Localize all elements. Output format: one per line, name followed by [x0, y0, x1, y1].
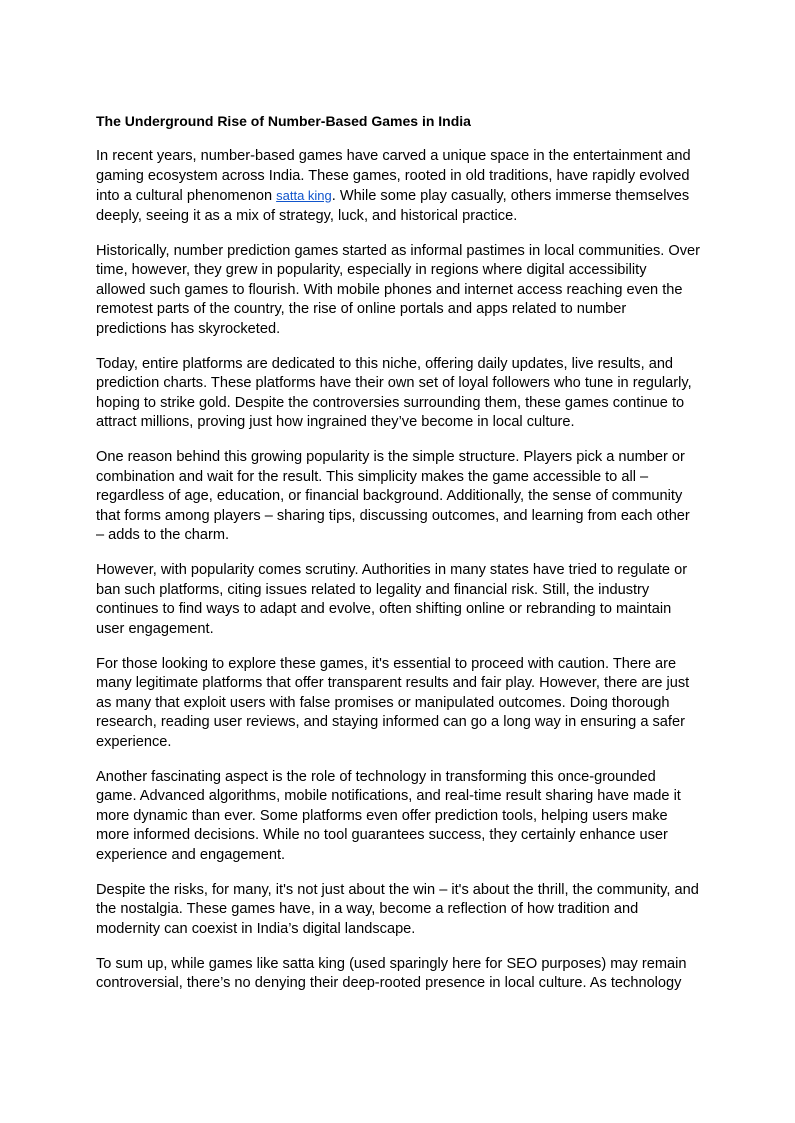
- paragraph-caution: For those looking to explore these games, it's essential to proceed with caution. There are many legitimate platforms that offer transparent results and fair play. However, there are just as many that exploit users with false promises or manipulated outcomes. Doing thorough research, reading user reviews, and staying informed can go a long way in ensuring a safer experience.: [96, 655, 690, 750]
- paragraph-intro: [96, 147, 700, 226]
- paragraph-summary: To sum up, while games like satta king (used sparingly here for SEO purposes) may remain controversial, there’s no denying their deep-rooted presence in local culture. As technology: [96, 955, 687, 991]
- document-page: [96, 111, 700, 1009]
- paragraph-popularity: One reason behind this growing popularity is the simple structure. Players pick a number or combination and wait for the result. This simplicity makes the game accessible to all – regardless of age, education, or financial background. Additionally, the sense of community that forms among players – sharing tips, discussing outcomes, and learning from each other – adds to the charm.: [96, 449, 690, 543]
- document-title: The Underground Rise of Number-Based Games in India: [96, 113, 471, 129]
- paragraph-platforms: Today, entire platforms are dedicated to this niche, offering daily updates, live results, and prediction charts. These platforms have their own set of loyal followers who tune in regularly, hoping to strike gold. Despite the controversies surrounding them, these games continue to attract millions, proving just how ingrained they’ve become in local culture.: [96, 355, 692, 430]
- paragraph-history: Historically, number prediction games started as informal pastimes in local communities. Over time, however, they grew in popularity, especially in regions where digital accessibility allowed such games to flourish. With mobile phones and internet access reaching even the remotest parts of the country, the rise of online portals and apps related to number predictions has skyrocketed.: [96, 242, 700, 337]
- paragraph-technology: Another fascinating aspect is the role of technology in transforming this once-grounded game. Advanced algorithms, mobile notifications, and real-time result sharing have made it more dynamic than ever. Some platforms even offer prediction tools, helping users make more informed decisions. While no tool guarantees success, they certainly enhance user experience and engagement.: [96, 768, 681, 863]
- paragraph-scrutiny: However, with popularity comes scrutiny. Authorities in many states have tried to regulate or ban such platforms, citing issues related to legality and financial risk. Still, the industry continues to find ways to adapt and evolve, often shifting online or rebranding to maintain user engagement.: [96, 562, 688, 637]
- paragraph-intro-before-link: In recent years, number-based games have carved a unique space in the entertainment and gaming ecosystem across India. These games, rooted in old traditions, have rapidly evolved into a cultural phenomenon: [96, 148, 691, 204]
- paragraph-risks: Despite the risks, for many, it's not just about the win – it's about the thrill, the community, and the nostalgia. These games have, in a way, become a reflection of how tradition and modernity can coexist in India’s digital landscape.: [96, 881, 699, 937]
- paragraph-intro-after-link: . While some play casually, others immerse themselves deeply, seeing it as a mix of strategy, luck, and historical practice.: [96, 188, 690, 224]
- satta-king-link[interactable]: satta king: [276, 188, 332, 203]
